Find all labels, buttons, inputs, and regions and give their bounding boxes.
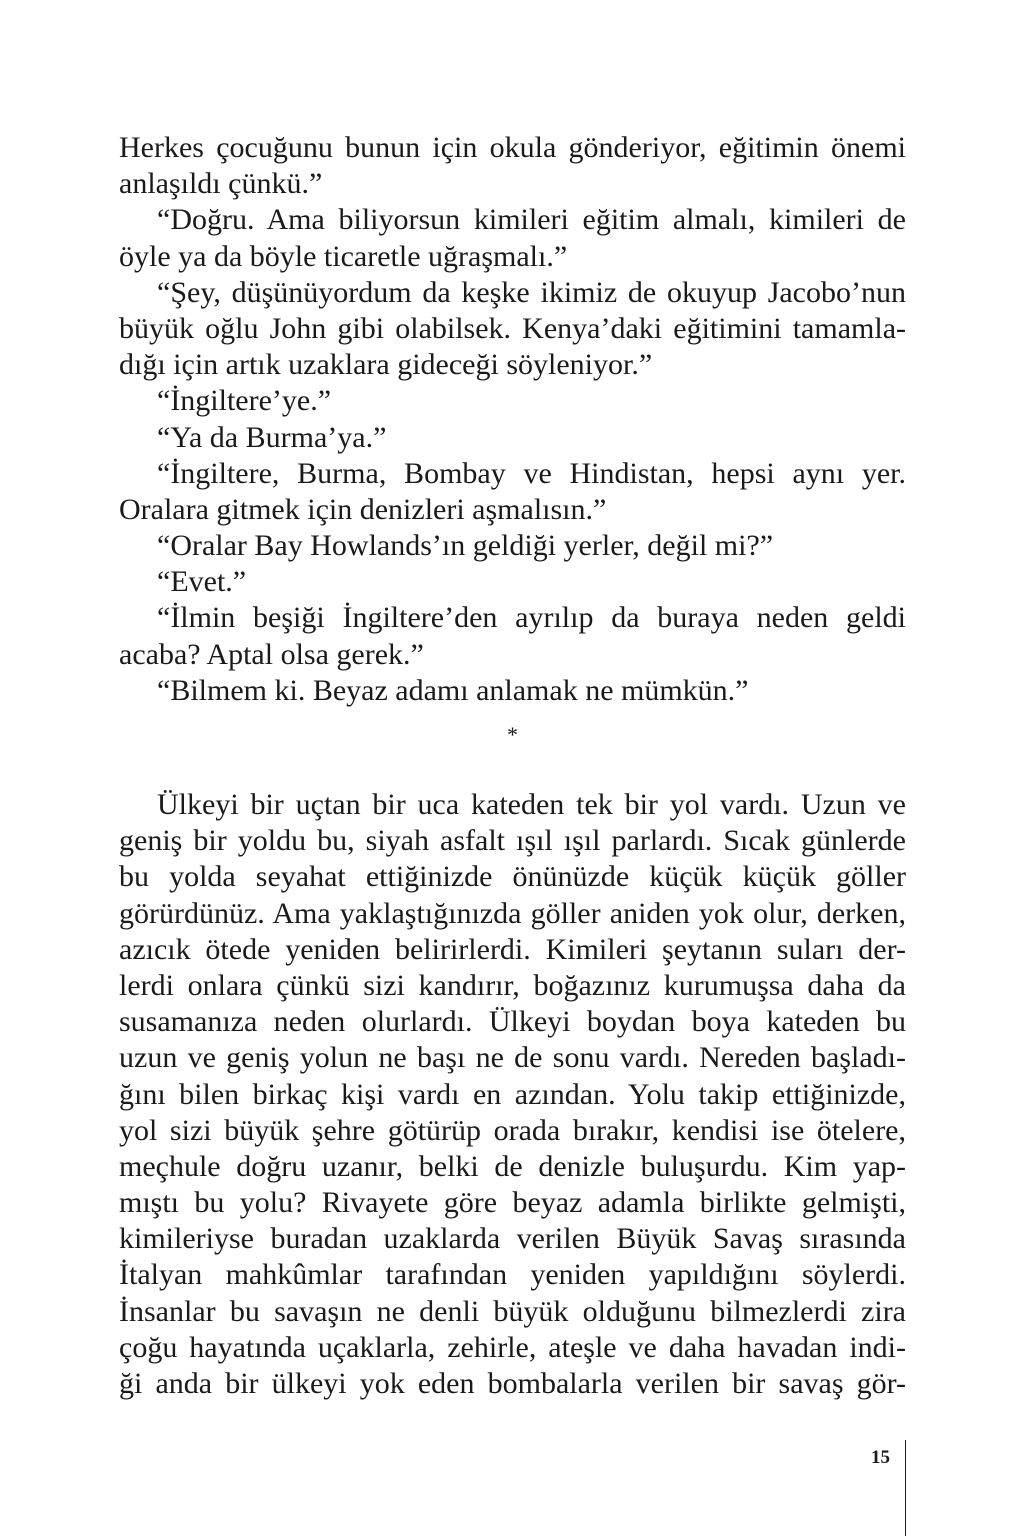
text-line: anlaşıldı çünkü.” [119, 167, 323, 201]
text-line: ğını bilen birkaç kişi vardı en azından. Yolu takip ettiğinizde, [119, 1077, 906, 1111]
text-line: “Bilmem ki. Beyaz adamı anlamak ne mümkün.” [157, 673, 749, 707]
text-line: mıştı bu yolu? Rivayete göre beyaz adamla birlikte gelmişti, [119, 1186, 906, 1220]
text-line: “Oralar Bay Howlands’ın geldiği yerler, değil mi?” [157, 529, 774, 563]
text-line: “Ya da Burma’ya.” [157, 420, 387, 454]
text-line: susamanıza neden olurlardı. Ülkeyi boydan boya kateden bu [119, 1005, 906, 1039]
scene-break [119, 709, 906, 787]
text-line: meçhule doğru uzanır, belki de denizle buluşurdu. Kim yap- [119, 1149, 906, 1183]
text-line: Ülkeyi bir uçtan bir uca kateden tek bir yol vardı. Uzun ve [157, 788, 906, 821]
margin-rule [905, 1440, 906, 1536]
text-line: lerdi onlara çünkü sizi kandırır, boğazınız kurumuşsa daha da [119, 968, 906, 1002]
text-line: ği anda bir ülkeyi yok eden bombalarla verilen bir savaş gör- [119, 1367, 906, 1400]
dialogue-paragraph [119, 275, 906, 384]
text-line: “İlmin beşiği İngiltere’den ayrılıp da buraya neden geldi [157, 601, 906, 635]
text-line: “İngiltere’ye.” [157, 384, 332, 418]
text-line: “Evet.” [157, 565, 247, 599]
dialogue-paragraph [119, 528, 906, 564]
page-body [119, 130, 906, 1402]
dialogue-paragraph [119, 600, 906, 672]
dialogue-paragraph [119, 202, 906, 274]
narrative-paragraph [119, 787, 906, 1402]
text-line: uzun ve geniş yolun ne başı ne de sonu vardı. Nereden başladı- [119, 1041, 906, 1075]
text-line: kimileriyse buradan uzaklarda verilen Büyük Savaş sırasında [119, 1222, 906, 1256]
text-line: bu yolda seyahat ettiğinizde önünüzde küçük küçük göller [119, 860, 906, 894]
dialogue-paragraph [119, 383, 906, 419]
text-line: öyle ya da böyle ticaretle uğraşmalı.” [119, 239, 568, 273]
text-line: yol sizi büyük şehre götürüp orada bırakır, kendisi ise ötelere, [119, 1113, 906, 1147]
text-line: Oralara gitmek için denizleri aşmalısın.” [119, 492, 607, 526]
dialogue-paragraph [119, 673, 906, 709]
dialogue-paragraph [119, 420, 906, 456]
text-line: görürdünüz. Ama yaklaştığınızda göller aniden yok olur, derken, [119, 896, 906, 930]
dialogue-paragraph [119, 130, 906, 202]
text-line: Herkes çocuğunu bunun için okula gönderiyor, eğitimin önemi [119, 131, 906, 164]
text-line: “Şey, düşünüyordum da keşke ikimiz de okuyup Jacobo’nun [157, 275, 906, 309]
text-line: büyük oğlu John gibi olabilsek. Kenya’daki eğitimini tamamla- [119, 311, 906, 345]
dialogue-paragraph [119, 564, 906, 600]
text-line: dığı için artık uzaklara gideceği söyleniyor.” [119, 348, 653, 382]
text-line: İtalyan mahkûmlar tarafından yeniden yapıldığını söylerdi. [119, 1258, 906, 1292]
text-line: “Doğru. Ama biliyorsun kimileri eğitim almalı, kimileri de [157, 203, 906, 237]
text-line: azıcık ötede yeniden belirirlerdi. Kimileri şeytanın suları der- [119, 932, 906, 966]
text-line: geniş bir yoldu bu, siyah asfalt ışıl ışıl parlardı. Sıcak günlerde [119, 824, 906, 858]
page-number: 15 [871, 1447, 890, 1468]
text-line: İnsanlar bu savaşın ne denli büyük olduğunu bilmezlerdi zira [119, 1294, 906, 1328]
dialogue-paragraph [119, 456, 906, 528]
text-line: çoğu hayatında uçaklarla, zehirle, ateşle ve daha havadan indi- [119, 1330, 906, 1364]
text-line: “İngiltere, Burma, Bombay ve Hindistan, hepsi aynı yer. [157, 456, 906, 490]
scene-break-asterisk: * [507, 722, 518, 747]
text-line: acaba? Aptal olsa gerek.” [119, 637, 424, 671]
